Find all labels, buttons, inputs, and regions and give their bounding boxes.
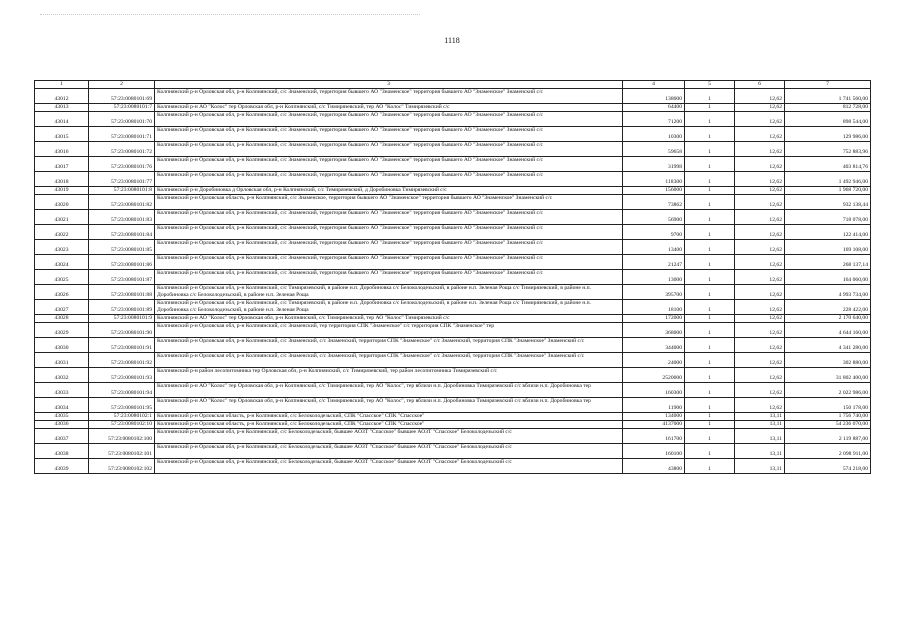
area-cell: 13400 (623, 240, 685, 255)
area-cell: 56900 (623, 210, 685, 225)
row-number: 43016 (35, 142, 89, 157)
row-number: 43015 (35, 127, 89, 142)
address-cell: Колпнянский р-н Орловская обл, р-н Колпнянский, с/с Знаменский, территория бывшего АО "Знаменское" территория бывшего АО "Знаменское" Знаменский с/с (155, 210, 623, 225)
row-number: 43022 (35, 225, 89, 240)
table-row (35, 157, 871, 172)
address-cell: Колпнянский р-н Орловская обл, р-н Колпнянский, с/с Знаменский, территория бывшего АО "Знаменское" территория бывшего АО "Знаменское" Знаменский с/с (155, 157, 623, 172)
table-row (35, 413, 871, 421)
row-number: 43032 (35, 368, 89, 383)
cadastral-number: 57:23:0080101:93 (89, 368, 155, 383)
header-row (35, 81, 871, 89)
cadastral-number: 57:23:0080102:101 (89, 444, 155, 459)
rate-cell: 12,62 (735, 398, 785, 413)
area-cell: 161700 (623, 429, 685, 444)
header-cell: 5 (685, 81, 735, 89)
rate-cell: 12,62 (735, 157, 785, 172)
address-cell: Колпнянский р-н Орловская область, р-н Колпнянский, с/с Белоколодезьский, СПК "Спасское" СПК "Спасское" (155, 413, 623, 421)
cadastral-number: 57:23:0080101:89 (89, 300, 155, 315)
rate-cell: 12,62 (735, 112, 785, 127)
row-number: 43018 (35, 172, 89, 187)
rate-cell: 12,62 (735, 210, 785, 225)
cadastral-number: 57:23:0080102:100 (89, 429, 155, 444)
row-number: 43020 (35, 195, 89, 210)
value-cell: 4 341 280,00 (785, 338, 871, 353)
value-cell: 898 544,00 (785, 112, 871, 127)
address-cell: Колпнянский р-н Орловская обл, р-н Колпнянский, с/с Знаменский, территория бывшего АО "Знаменское" территория бывшего АО "Знаменское" Знаменский с/с (155, 172, 623, 187)
row-number: 43019 (35, 187, 89, 195)
quantity-cell: 1 (685, 112, 735, 127)
quantity-cell: 1 (685, 300, 735, 315)
value-cell: 574 218,00 (785, 459, 871, 474)
quantity-cell: 1 (685, 429, 735, 444)
area-cell: 13000 (623, 270, 685, 285)
rate-cell: 12,62 (735, 142, 785, 157)
quantity-cell: 1 (685, 368, 735, 383)
area-cell: 4137000 (623, 421, 685, 429)
quantity-cell: 1 (685, 353, 735, 368)
value-cell: 1 492 946,00 (785, 172, 871, 187)
header-cell: 7 (785, 81, 871, 89)
area-cell: 156000 (623, 187, 685, 195)
rate-cell: 12,62 (735, 353, 785, 368)
rate-cell: 12,62 (735, 255, 785, 270)
cadastral-number: 57:23:0080101:95 (89, 398, 155, 413)
row-number: 43030 (35, 338, 89, 353)
cadastral-number: 57:23:0080101:92 (89, 353, 155, 368)
address-cell: Колпнянский р-н Орловская обл, р-н Колпнянский, с/с Белоколодезьский, бывшее АОЗТ "Спасское" бывшее АОЗТ "Спасское" Белоколодезьский с/с (155, 429, 623, 444)
table-row (35, 429, 871, 444)
area-cell: 31998 (623, 157, 685, 172)
table-row (35, 459, 871, 474)
table-row (35, 285, 871, 300)
quantity-cell: 1 (685, 104, 735, 112)
quantity-cell: 1 (685, 413, 735, 421)
table-row (35, 225, 871, 240)
area-cell: 344000 (623, 338, 685, 353)
area-cell: 160100 (623, 444, 685, 459)
value-cell: 4 644 160,00 (785, 323, 871, 338)
cadastral-number: 57:23:0080101:76 (89, 157, 155, 172)
rate-cell: 13,11 (735, 413, 785, 421)
quantity-cell: 1 (685, 459, 735, 474)
rate-cell: 12,62 (735, 104, 785, 112)
quantity-cell: 1 (685, 157, 735, 172)
value-cell: 268 137,14 (785, 255, 871, 270)
area-cell: 138000 (623, 89, 685, 104)
area-cell: 395700 (623, 285, 685, 300)
rate-cell: 13,11 (735, 444, 785, 459)
rate-cell: 12,62 (735, 315, 785, 323)
row-number: 43029 (35, 323, 89, 338)
quantity-cell: 1 (685, 195, 735, 210)
table-row (35, 270, 871, 285)
address-cell: Колпнянский р-н Орловская обл, р-н Колпнянский, с/с Тимирязевский, в районе н.п. Доробиновка с/с Белоколодезьский, в районе н.п. Зеленая Роща с/с Тимирязевский, в районе н.п. Доробиновка с/с Белоколодезьский, в районе н.п. Зеленая Роща (155, 300, 623, 315)
table-row (35, 89, 871, 104)
row-number: 43034 (35, 398, 89, 413)
address-cell: Колпнянский р-н Орловская обл, р-н Колпнянский, с/с Тимирязевский, в районе н.п. Доробиновка с/с Белоколодезьский, в районе н.п. Зеленая Роща с/с Тимирязевский, в районе н.п. Доробиновка с/с Белоколодезьский, в районе н.п. Зеленая Роща (155, 285, 623, 300)
row-number: 43038 (35, 444, 89, 459)
row-number: 43036 (35, 421, 89, 429)
table-row (35, 353, 871, 368)
row-number: 43014 (35, 112, 89, 127)
area-cell: 18100 (623, 300, 685, 315)
cadastral-number: 57:23:0080101:91 (89, 338, 155, 353)
value-cell: 812 728,00 (785, 104, 871, 112)
area-cell: 368000 (623, 323, 685, 338)
rate-cell: 12,62 (735, 300, 785, 315)
area-cell: 59658 (623, 142, 685, 157)
row-number: 43026 (35, 285, 89, 300)
row-number: 43025 (35, 270, 89, 285)
table-row (35, 187, 871, 195)
row-number: 43012 (35, 89, 89, 104)
row-number: 43013 (35, 104, 89, 112)
quantity-cell: 1 (685, 421, 735, 429)
value-cell: 1 968 720,00 (785, 187, 871, 195)
quantity-cell: 1 (685, 225, 735, 240)
value-cell: 2 119 887,00 (785, 429, 871, 444)
quantity-cell: 1 (685, 89, 735, 104)
cadastral-number: 57:23:0080101:9 (89, 315, 155, 323)
address-cell: Колпнянский р-н АО "Колос" тер Орловская обл, р-н Колпнянский, с/с Тимирязевский, тер АО "Колос", тер вблизи н.п. Доробиновка Тимирязевский с/с вблизи н.п. Доробиновка тер (155, 383, 623, 398)
table-row (35, 444, 871, 459)
quantity-cell: 1 (685, 127, 735, 142)
area-cell: 118300 (623, 172, 685, 187)
quantity-cell: 1 (685, 383, 735, 398)
table-row (35, 112, 871, 127)
area-cell: 73862 (623, 195, 685, 210)
table-row (35, 315, 871, 323)
table-row (35, 172, 871, 187)
quantity-cell: 1 (685, 187, 735, 195)
value-cell: 302 880,00 (785, 353, 871, 368)
value-cell: 150 178,00 (785, 398, 871, 413)
quantity-cell: 1 (685, 255, 735, 270)
row-number: 43021 (35, 210, 89, 225)
table-row (35, 104, 871, 112)
address-cell: Колпнянский р-н Орловская обл, р-н Колпнянский, с/с Знаменский, с/с Знаменский, территория СПК "Знаменское" с/с Знаменский, территория СПК "Знаменское" Знаменский с/с (155, 353, 623, 368)
land-register-table (34, 80, 871, 474)
value-cell: 169 108,00 (785, 240, 871, 255)
quantity-cell: 1 (685, 444, 735, 459)
cadastral-number: 57:23:0080101:71 (89, 127, 155, 142)
table-row (35, 255, 871, 270)
address-cell: Колпнянский р-н Орловская область, р-н Колпнянский, с/с Знаменское, территория бывшего АО "Знаменское" территория бывшего АО "Знаменское" Знаменский с/с (155, 195, 623, 210)
area-cell: 9700 (623, 225, 685, 240)
area-cell: 2520000 (623, 368, 685, 383)
row-number: 43027 (35, 300, 89, 315)
cadastral-number: 57:23:0080102:1 (89, 413, 155, 421)
address-cell: Колпнянский р-н Орловская обл, р-н Колпнянский, с/с Знаменский, территория бывшего АО "Знаменское" территория бывшего АО "Знаменское" Знаменский с/с (155, 225, 623, 240)
row-number: 43039 (35, 459, 89, 474)
row-number: 43023 (35, 240, 89, 255)
row-number: 43033 (35, 383, 89, 398)
header-cell: 3 (155, 81, 623, 89)
quantity-cell: 1 (685, 270, 735, 285)
table-row (35, 383, 871, 398)
rate-cell: 13,11 (735, 459, 785, 474)
address-cell: Колпнянский р-н АО "Колос" тер Орловская обл, р-н Колпнянский, с/с Тимирязевский, тер АО "Колос" Тимирязевский с/с (155, 104, 623, 112)
rate-cell: 12,62 (735, 127, 785, 142)
table-row (35, 142, 871, 157)
value-cell: 2 098 911,00 (785, 444, 871, 459)
quantity-cell: 1 (685, 398, 735, 413)
quantity-cell: 1 (685, 285, 735, 300)
cadastral-number: 57:23:0080101:8 (89, 187, 155, 195)
area-cell: 21247 (623, 255, 685, 270)
area-cell: 172000 (623, 315, 685, 323)
value-cell: 1 756 740,00 (785, 413, 871, 421)
cadastral-number: 57:23:0080101:82 (89, 195, 155, 210)
row-number: 43031 (35, 353, 89, 368)
address-cell: Колпнянский р-н район лесопитомника тер Орловская обл, р-н Колпнянский, с/с Тимирязевский, тер район лесопитомника Тимирязевский с/с (155, 368, 623, 383)
address-cell: Колпнянский р-н Орловская обл, р-н Колпнянский, с/с Белоколодезьский, бывшее АОЗТ "Спасское" бывшее АОЗТ "Спасское" Белоколодезьский с/с (155, 459, 623, 474)
table-row (35, 127, 871, 142)
cadastral-number: 57:23:0080101:84 (89, 225, 155, 240)
cadastral-number: 57:23:0080101:90 (89, 323, 155, 338)
value-cell: 752 883,96 (785, 142, 871, 157)
table-row (35, 300, 871, 315)
area-cell: 10300 (623, 127, 685, 142)
rate-cell: 12,62 (735, 270, 785, 285)
value-cell: 1 741 560,00 (785, 89, 871, 104)
address-cell: Колпнянский р-н Орловская обл, р-н Колпнянский, с/с Знаменский, тер территория СПК "Знаменское" с/с территория СПК "Знаменское" тер (155, 323, 623, 338)
area-cell: 71200 (623, 112, 685, 127)
address-cell: Колпнянский р-н Орловская обл, р-н Колпнянский, с/с Знаменский, с/с Знаменский, территория СПК "Знаменское" с/с Знаменский, территория СПК "Знаменское" Знаменский с/с (155, 338, 623, 353)
cadastral-number: 57:23:0080101:77 (89, 172, 155, 187)
cadastral-number: 57:23:0080101:70 (89, 112, 155, 127)
cadastral-number: 57:23:0080102:102 (89, 459, 155, 474)
table-row (35, 421, 871, 429)
quantity-cell: 1 (685, 323, 735, 338)
address-cell: Колпнянский р-н Доробиновка д Орловская обл, р-н Колпнянский, с/с Тимирязевский, д Доробиновка Тимирязевский с/с (155, 187, 623, 195)
table-row (35, 195, 871, 210)
page-number: 1118 (444, 36, 460, 45)
cadastral-number: 57:23:0080102:10 (89, 421, 155, 429)
rate-cell: 12,62 (735, 89, 785, 104)
row-number: 43017 (35, 157, 89, 172)
value-cell: 122 414,00 (785, 225, 871, 240)
header-cell: 1 (35, 81, 89, 89)
quantity-cell: 1 (685, 338, 735, 353)
rate-cell: 12,62 (735, 172, 785, 187)
value-cell: 31 802 400,00 (785, 368, 871, 383)
rate-cell: 12,62 (735, 338, 785, 353)
value-cell: 932 138,44 (785, 195, 871, 210)
rate-cell: 13,11 (735, 421, 785, 429)
row-number: 43028 (35, 315, 89, 323)
area-cell: 160300 (623, 383, 685, 398)
scan-artifact-line (40, 14, 420, 18)
address-cell: Колпнянский р-н АО "Колос" тер Орловская обл, р-н Колпнянский, с/с Тимирязевский, тер АО "Колос", тер вблизи н.п. Доробиновка Тимирязевский с/с вблизи н.п. Доробиновка тер (155, 398, 623, 413)
rate-cell: 12,62 (735, 368, 785, 383)
table-row (35, 338, 871, 353)
cadastral-number: 57:23:0080101:85 (89, 240, 155, 255)
quantity-cell: 1 (685, 240, 735, 255)
rate-cell: 12,62 (735, 225, 785, 240)
quantity-cell: 1 (685, 315, 735, 323)
address-cell: Колпнянский р-н Орловская обл, р-н Колпнянский, с/с Знаменский, территория бывшего АО "Знаменское" территория бывшего АО "Знаменское" Знаменский с/с (155, 127, 623, 142)
cadastral-number: 57:23:0080101:88 (89, 285, 155, 300)
address-cell: Колпнянский р-н Орловская область, р-н Колпнянский, с/с Белоколодезьский, СПК "Спасское" СПК "Спасское" (155, 421, 623, 429)
header-cell: 4 (623, 81, 685, 89)
cadastral-number: 57:23:0080101:86 (89, 255, 155, 270)
value-cell: 2 022 986,00 (785, 383, 871, 398)
cadastral-number: 57:23:0080101:94 (89, 383, 155, 398)
address-cell: Колпнянский р-н Орловская обл, р-н Колпнянский, с/с Знаменский, территория бывшего АО "Знаменское" территория бывшего АО "Знаменское" Знаменский с/с (155, 240, 623, 255)
address-cell: Колпнянский р-н Орловская обл, р-н Колпнянский, с/с Знаменский, территория бывшего АО "Знаменское" территория бывшего АО "Знаменское" Знаменский с/с (155, 89, 623, 104)
table-row (35, 398, 871, 413)
rate-cell: 12,62 (735, 187, 785, 195)
cadastral-number: 57:23:0080101:83 (89, 210, 155, 225)
rate-cell: 12,62 (735, 285, 785, 300)
value-cell: 164 060,00 (785, 270, 871, 285)
rate-cell: 12,62 (735, 240, 785, 255)
address-cell: Колпнянский р-н Орловская обл, р-н Колпнянский, с/с Знаменский, территория бывшего АО "Знаменское" территория бывшего АО "Знаменское" Знаменский с/с (155, 112, 623, 127)
table-row (35, 368, 871, 383)
area-cell: 11900 (623, 398, 685, 413)
address-cell: Колпнянский р-н Орловская обл, р-н Колпнянский, с/с Знаменский, территория бывшего АО "Знаменское" территория бывшего АО "Знаменское" Знаменский с/с (155, 255, 623, 270)
row-number: 43035 (35, 413, 89, 421)
table-row (35, 210, 871, 225)
value-cell: 403 814,76 (785, 157, 871, 172)
table-row (35, 323, 871, 338)
value-cell: 228 422,00 (785, 300, 871, 315)
value-cell: 129 986,00 (785, 127, 871, 142)
area-cell: 24000 (623, 353, 685, 368)
row-number: 43037 (35, 429, 89, 444)
header-cell: 2 (89, 81, 155, 89)
address-cell: Колпнянский р-н АО "Колос" тер Орловская обл, р-н Колпнянский, с/с Тимирязевский, тер АО "Колос" Тимирязевский с/с (155, 315, 623, 323)
address-cell: Колпнянский р-н Орловская обл, р-н Колпнянский, с/с Знаменский, территория бывшего АО "Знаменское" территория бывшего АО "Знаменское" Знаменский с/с (155, 142, 623, 157)
quantity-cell: 1 (685, 142, 735, 157)
value-cell: 718 078,00 (785, 210, 871, 225)
cadastral-number: 57:23:0080101:69 (89, 89, 155, 104)
quantity-cell: 1 (685, 210, 735, 225)
row-number: 43024 (35, 255, 89, 270)
address-cell: Колпнянский р-н Орловская обл, р-н Колпнянский, с/с Белоколодезьский, бывшее АОЗТ "Спасское" бывшее АОЗТ "Спасское" Белоколодезьский с/с (155, 444, 623, 459)
quantity-cell: 1 (685, 172, 735, 187)
address-cell: Колпнянский р-н Орловская обл, р-н Колпнянский, с/с Знаменский, территория бывшего АО "Знаменское" территория бывшего АО "Знаменское" Знаменский с/с (155, 270, 623, 285)
rate-cell: 12,62 (735, 195, 785, 210)
cadastral-number: 57:23:0080101:87 (89, 270, 155, 285)
table-row (35, 240, 871, 255)
value-cell: 4 993 734,00 (785, 285, 871, 300)
header-cell: 6 (735, 81, 785, 89)
rate-cell: 13,11 (735, 429, 785, 444)
cadastral-number: 57:23:0080101:7 (89, 104, 155, 112)
rate-cell: 12,62 (735, 323, 785, 338)
area-cell: 134000 (623, 413, 685, 421)
value-cell: 54 236 070,00 (785, 421, 871, 429)
cadastral-number: 57:23:0080101:72 (89, 142, 155, 157)
area-cell: 43800 (623, 459, 685, 474)
area-cell: 64400 (623, 104, 685, 112)
value-cell: 2 170 640,00 (785, 315, 871, 323)
rate-cell: 12,62 (735, 383, 785, 398)
